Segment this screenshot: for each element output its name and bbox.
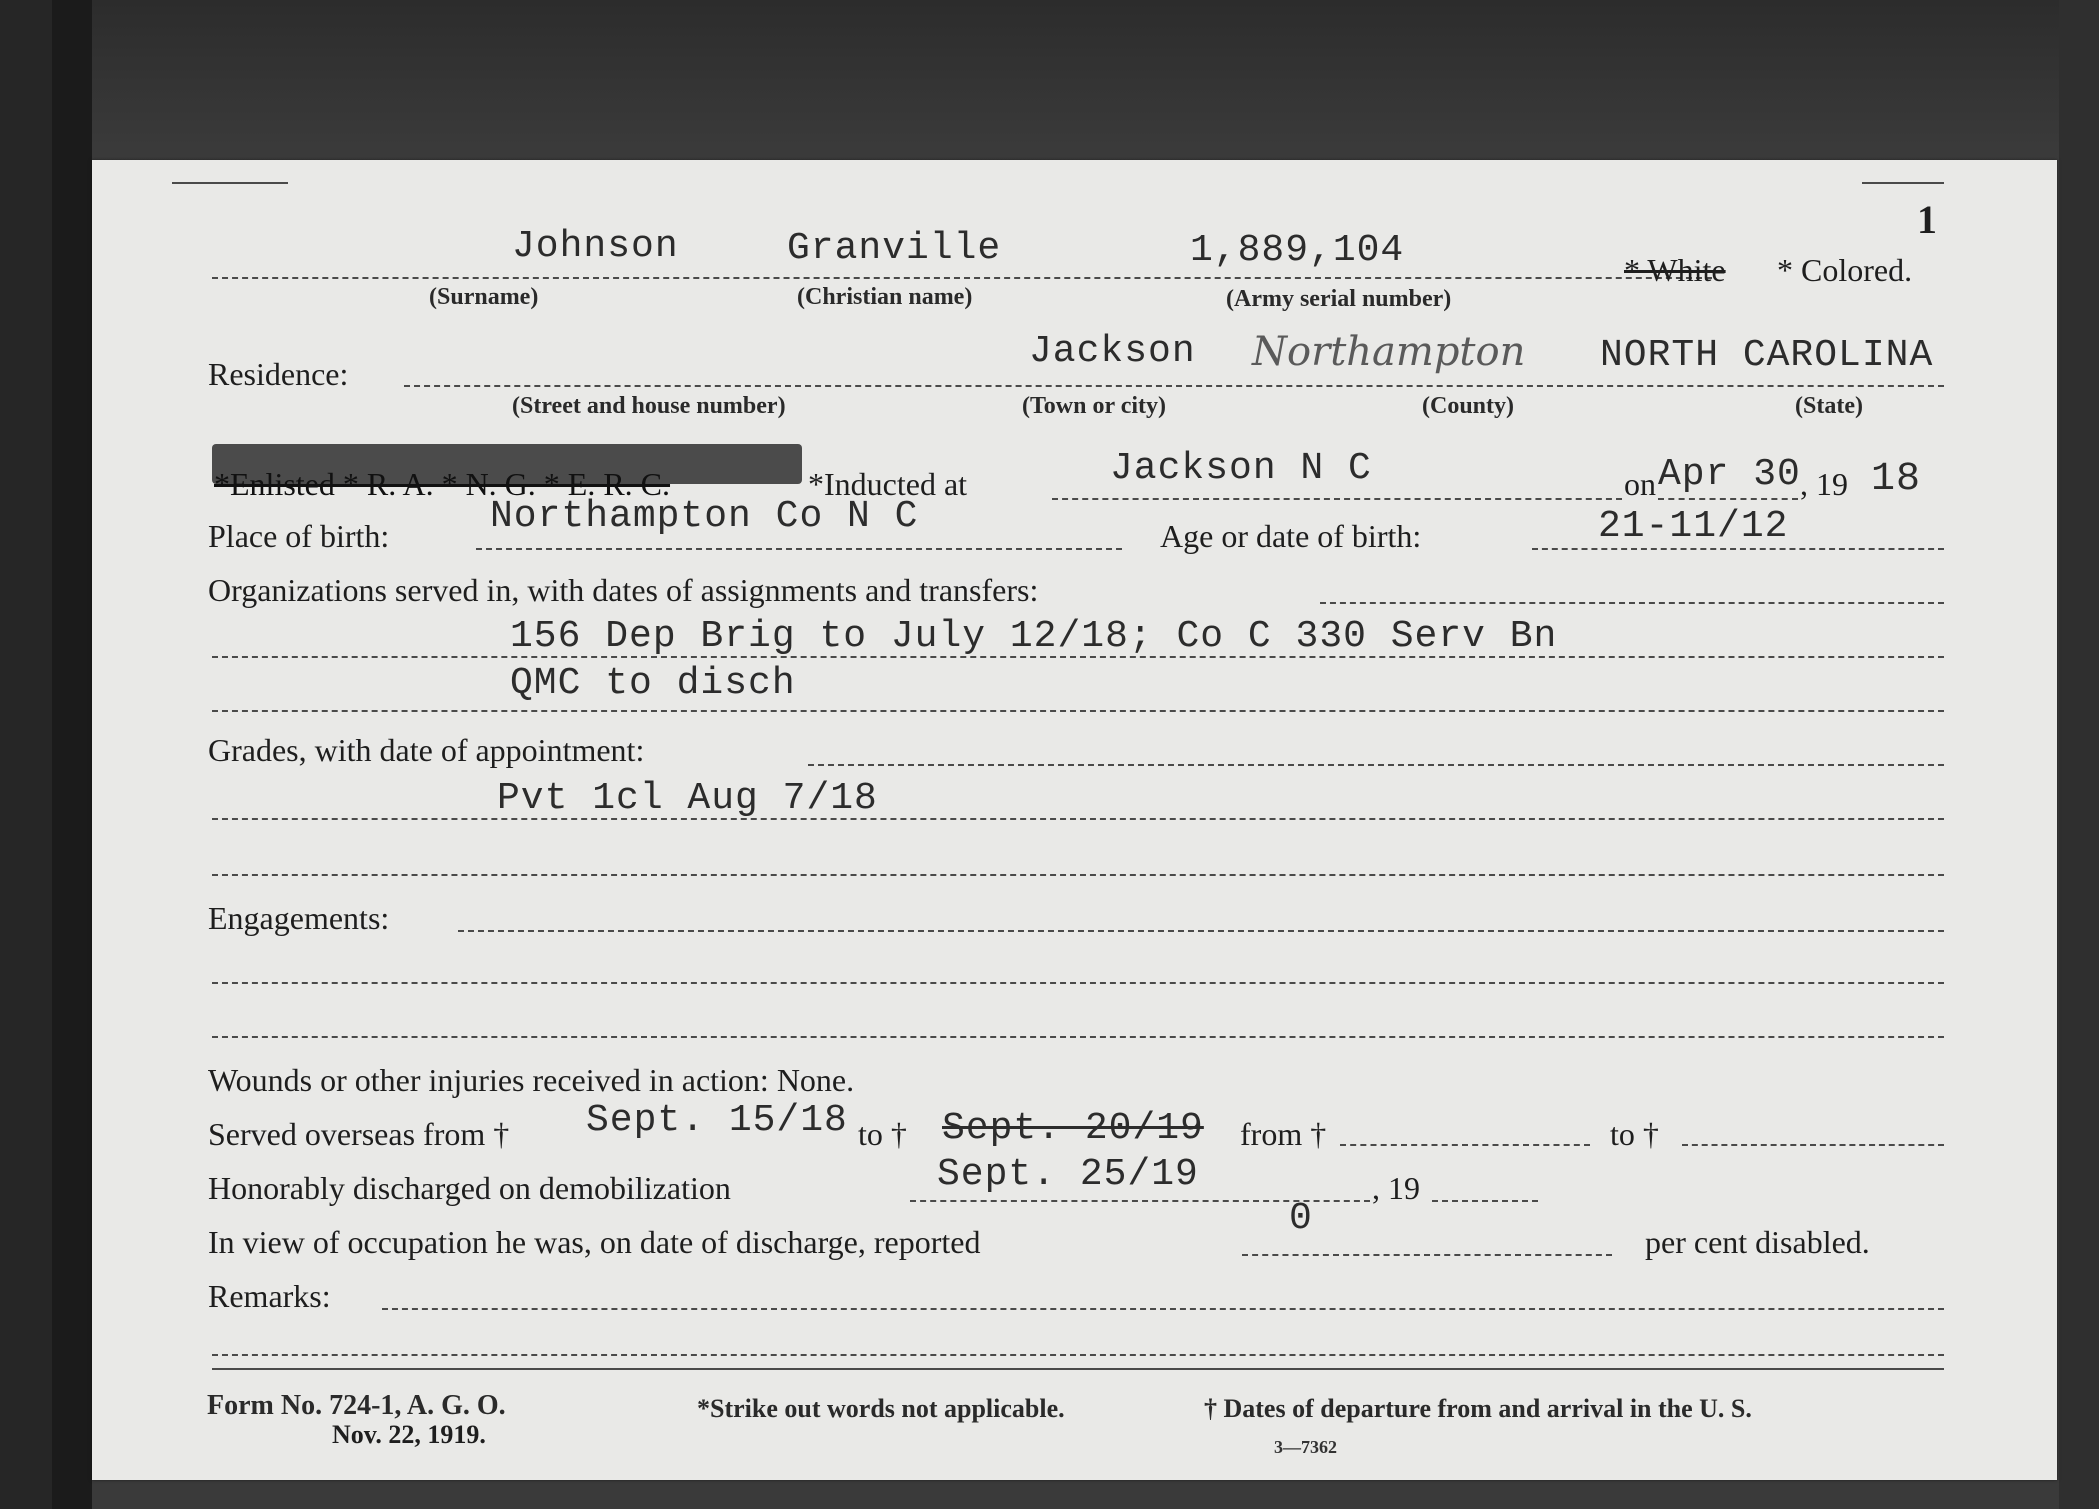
engagements-line-0	[458, 930, 1944, 932]
served-overseas-label: Served overseas from †	[208, 1116, 510, 1152]
engagements-line-1	[212, 982, 1944, 984]
residence-line	[404, 385, 1944, 387]
corner-rule-right	[1862, 182, 1944, 184]
inducted-date-value: Apr 30	[1658, 453, 1801, 496]
age-line	[1532, 548, 1944, 550]
background-right	[2059, 0, 2099, 1509]
inducted-line	[1052, 498, 1622, 500]
organizations-line-1	[212, 656, 1944, 658]
remarks-line-0	[382, 1308, 1944, 1310]
overseas-to2-label: to †	[1610, 1116, 1659, 1152]
wounds-label: Wounds or other injuries received in action: None.	[208, 1062, 855, 1098]
overseas-to-label: to †	[858, 1116, 907, 1152]
form-date: Nov. 22, 1919.	[332, 1420, 486, 1449]
overseas-from2-line	[1340, 1144, 1590, 1146]
discharge-label: Honorably discharged on demobilization	[208, 1170, 731, 1206]
card-number: 1	[1917, 197, 1937, 242]
caption-surname: (Surname)	[429, 284, 539, 310]
organizations-line1-value: 156 Dep Brig to July 12/18; Co C 330 Serv Bn	[510, 615, 1558, 658]
overseas-from-date: Sept. 15/18	[586, 1099, 848, 1142]
overseas-to-date: Sept. 20/19	[942, 1107, 1204, 1150]
caption-town: (Town or city)	[1022, 393, 1166, 419]
caption-county: (County)	[1422, 393, 1515, 419]
strike-note: *Strike out words not applicable.	[697, 1394, 1065, 1423]
grades-label: Grades, with date of appointment:	[208, 732, 645, 768]
grades-line1-value: Pvt 1cl Aug 7/18	[497, 777, 878, 820]
inducted-year-value: 18	[1871, 457, 1922, 502]
disability-label: In view of occupation he was, on date of discharge, reported	[208, 1224, 981, 1260]
form-number: Form No. 724-1, A. G. O.	[207, 1390, 506, 1421]
corner-rule-left	[172, 182, 288, 184]
place-of-birth-label: Place of birth:	[208, 518, 390, 554]
christian-name-value: Granville	[787, 227, 1002, 270]
caption-christian-name: (Christian name)	[797, 284, 973, 310]
place-of-birth-line	[476, 548, 1122, 550]
birth-place-value: Northampton Co N C	[490, 495, 919, 538]
engagements-line-2	[212, 1036, 1944, 1038]
service-record-card	[92, 160, 2057, 1480]
disability-value: 0	[1289, 1197, 1313, 1240]
organizations-line-2	[212, 710, 1944, 712]
race-white-label: * White	[1624, 252, 1726, 288]
inducted-year-prefix: , 19	[1800, 466, 1848, 502]
background-left-edge	[52, 0, 92, 1509]
grades-line-1	[212, 818, 1944, 820]
remarks-line-1	[212, 1354, 1944, 1356]
age-value: 21-11/12	[1598, 505, 1789, 548]
serial-number-value: 1,889,104	[1190, 229, 1405, 272]
residence-state-value: NORTH CAROLINA	[1600, 334, 1934, 377]
inducted-date-line	[1658, 498, 1798, 500]
dates-note: † Dates of departure from and arrival in the U. S.	[1204, 1394, 1752, 1423]
name-line	[212, 277, 1712, 279]
organizations-line2-value: QMC to disch	[510, 662, 796, 705]
organizations-line-0	[1320, 602, 1944, 604]
discharge-year-prefix: , 19	[1372, 1170, 1420, 1206]
residence-town-value: Jackson	[1029, 330, 1196, 373]
residence-label: Residence:	[208, 356, 349, 392]
overseas-to2-line	[1682, 1144, 1944, 1146]
race-colored-label: * Colored.	[1777, 252, 1913, 288]
print-code: 3—7362	[1274, 1437, 1337, 1457]
organizations-label: Organizations served in, with dates of assignments and transfers:	[208, 572, 1039, 608]
caption-street: (Street and house number)	[512, 393, 786, 419]
enlisted-options-struck: *Enlisted * R. A. * N. G. * E. R. C.	[214, 466, 671, 502]
caption-serial-number: (Army serial number)	[1226, 286, 1452, 312]
footer-rule	[212, 1368, 1944, 1370]
inducted-on-label: on	[1624, 466, 1656, 502]
inducted-place-value: Jackson N C	[1110, 447, 1372, 490]
grades-line-2	[212, 874, 1944, 876]
remarks-label: Remarks:	[208, 1278, 331, 1314]
caption-state: (State)	[1795, 393, 1863, 419]
overseas-from2-label: from †	[1240, 1116, 1327, 1152]
discharge-date-value: Sept. 25/19	[937, 1153, 1199, 1196]
surname-value: Johnson	[512, 225, 679, 268]
disability-line	[1242, 1254, 1612, 1256]
engagements-label: Engagements:	[208, 900, 390, 936]
grades-line-0	[808, 764, 1944, 766]
inducted-at-label: *Inducted at	[808, 466, 968, 502]
background-top	[0, 0, 2099, 170]
discharge-year-line	[1432, 1200, 1538, 1202]
residence-county-value: Northampton	[1252, 329, 1526, 375]
disability-suffix: per cent disabled.	[1645, 1224, 1870, 1260]
age-label: Age or date of birth:	[1160, 518, 1422, 554]
